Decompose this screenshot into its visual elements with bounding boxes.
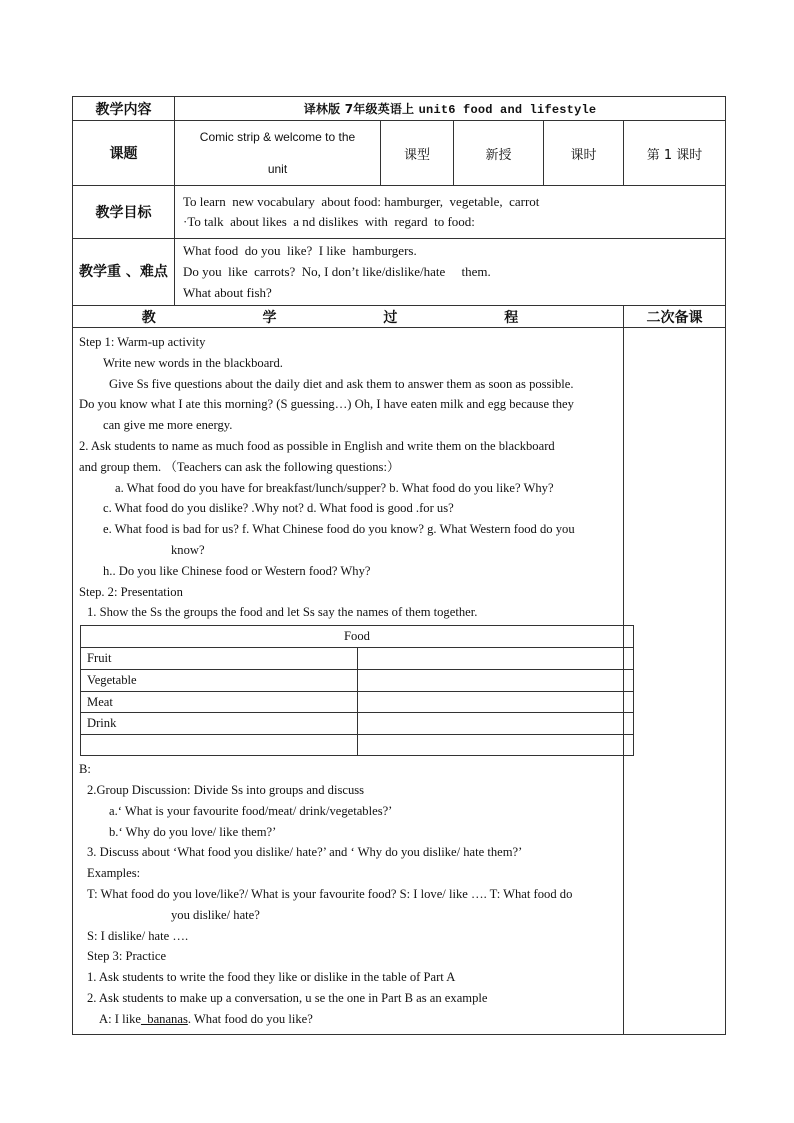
process-line: Step 1: Warm-up activity <box>79 335 206 349</box>
process-line: can give me more energy. <box>103 418 233 433</box>
last-line-suffix: . What food do you like? <box>187 1011 313 1026</box>
period-value: 第 1 课时 <box>624 121 726 186</box>
food-cell <box>357 691 634 713</box>
key-point-line: Do you like carrots? No, I don’t like/dislike/hate them. <box>183 264 491 279</box>
food-cell <box>357 669 634 691</box>
process-line: e. What food is bad for us? f. What Chinese food do you know? g. What Western food do you <box>103 522 575 537</box>
food-category: Vegetable <box>81 669 358 691</box>
objective-line: To learn new vocabulary about food: hamburger, vegetable, carrot <box>183 194 540 209</box>
process-line: Give Ss five questions about the daily diet and ask them to answer them as soon as possible. <box>109 376 574 391</box>
food-table <box>80 625 634 756</box>
key-points-label: 教学重 、难点 <box>73 239 175 306</box>
second-prep-content <box>624 328 726 1035</box>
last-line-prefix: A: I like <box>99 1011 141 1026</box>
process-line: Write new words in the blackboard. <box>103 355 283 370</box>
process-line: 3. Discuss about ‘What food you dislike/ hate?’ and ‘ Why do you dislike/ hate them?’ <box>87 845 523 860</box>
process-header-row <box>73 306 726 328</box>
process-line-last <box>79 1009 617 1030</box>
objectives-row <box>73 186 726 239</box>
food-table-header: Food <box>81 626 634 648</box>
process-line: b.‘ Why do you love/ like them?’ <box>109 824 277 839</box>
food-table-row <box>81 735 634 756</box>
food-table-row <box>81 647 634 669</box>
topic-row <box>73 121 726 186</box>
content-value-latin: unit6 food and lifestyle <box>418 103 597 117</box>
food-table-row <box>81 669 634 691</box>
objectives-content <box>175 186 726 239</box>
process-content <box>73 328 624 1035</box>
process-line: T: What food do you love/like?/ What is your favourite food? S: I love/ like …. T: What food do <box>87 886 573 901</box>
process-line: Step. 2: Presentation <box>79 584 183 599</box>
process-line: 2. Ask students to make up a conversation, u se the one in Part B as an example <box>87 990 488 1005</box>
process-line: c. What food do you dislike? .Why not? d. What food is good .for us? <box>103 501 454 516</box>
key-point-line: What food do you like? I like hamburgers. <box>183 243 417 258</box>
objective-line: ·To talk about likes a nd dislikes with regard to food: <box>183 214 475 229</box>
food-cell <box>357 735 634 756</box>
food-table-row <box>81 713 634 735</box>
type-value: 新授 <box>454 121 544 186</box>
food-category: Meat <box>81 691 358 713</box>
key-point-line: What about fish? <box>183 285 272 300</box>
type-label: 课型 <box>381 121 454 186</box>
content-row <box>73 97 726 121</box>
objectives-label: 教学目标 <box>73 186 175 239</box>
topic-value: Comic strip & welcome to the unit <box>175 121 381 186</box>
process-line: Do you know what I ate this morning? (S guessing…) Oh, I have eaten milk and egg because they <box>79 397 574 412</box>
food-category: Drink <box>81 713 358 735</box>
food-category <box>81 735 358 756</box>
process-line: 1. Show the Ss the groups the food and let Ss say the names of them together. <box>87 605 478 620</box>
food-cell <box>357 647 634 669</box>
process-body-row <box>73 328 726 1035</box>
period-label: 课时 <box>544 121 624 186</box>
key-points-content <box>175 239 726 306</box>
process-line: Step 3: Practice <box>87 949 167 964</box>
second-prep-label: 二次备课 <box>624 306 726 328</box>
process-line: 2. Ask students to name as much food as possible in English and write them on the blackboard <box>79 438 555 453</box>
last-line-answer: _bananas <box>140 1011 188 1026</box>
key-points-row <box>73 239 726 306</box>
process-line: B: <box>79 762 91 777</box>
process-line: 2.Group Discussion: Divide Ss into groups and discuss <box>87 782 365 797</box>
content-value-prefix: 译林版 7年级英语上 <box>303 102 419 116</box>
food-table-header-row <box>81 626 634 648</box>
process-line: know? <box>171 542 205 557</box>
process-line: a. What food do you have for breakfast/lunch/supper? b. What food do you like? Why? <box>115 480 554 495</box>
process-line: and group them. （Teachers can ask the following questions:） <box>79 459 400 474</box>
process-line: you dislike/ hate? <box>171 907 260 922</box>
topic-label: 课题 <box>73 121 175 186</box>
lesson-plan-table <box>72 96 726 1035</box>
process-line: S: I dislike/ hate …. <box>87 928 189 943</box>
process-label: 教 学 过 程 <box>73 306 624 328</box>
process-line: a.‘ What is your favourite food/meat/ drink/vegetables?’ <box>109 803 393 818</box>
content-value <box>175 97 726 121</box>
food-cell <box>357 713 634 735</box>
food-table-row <box>81 691 634 713</box>
process-line: h.. Do you like Chinese food or Western food? Why? <box>103 563 371 578</box>
content-label: 教学内容 <box>73 97 175 121</box>
food-category: Fruit <box>81 647 358 669</box>
process-line: Examples: <box>87 866 141 881</box>
process-line: 1. Ask students to write the food they like or dislike in the table of Part A <box>87 970 456 985</box>
